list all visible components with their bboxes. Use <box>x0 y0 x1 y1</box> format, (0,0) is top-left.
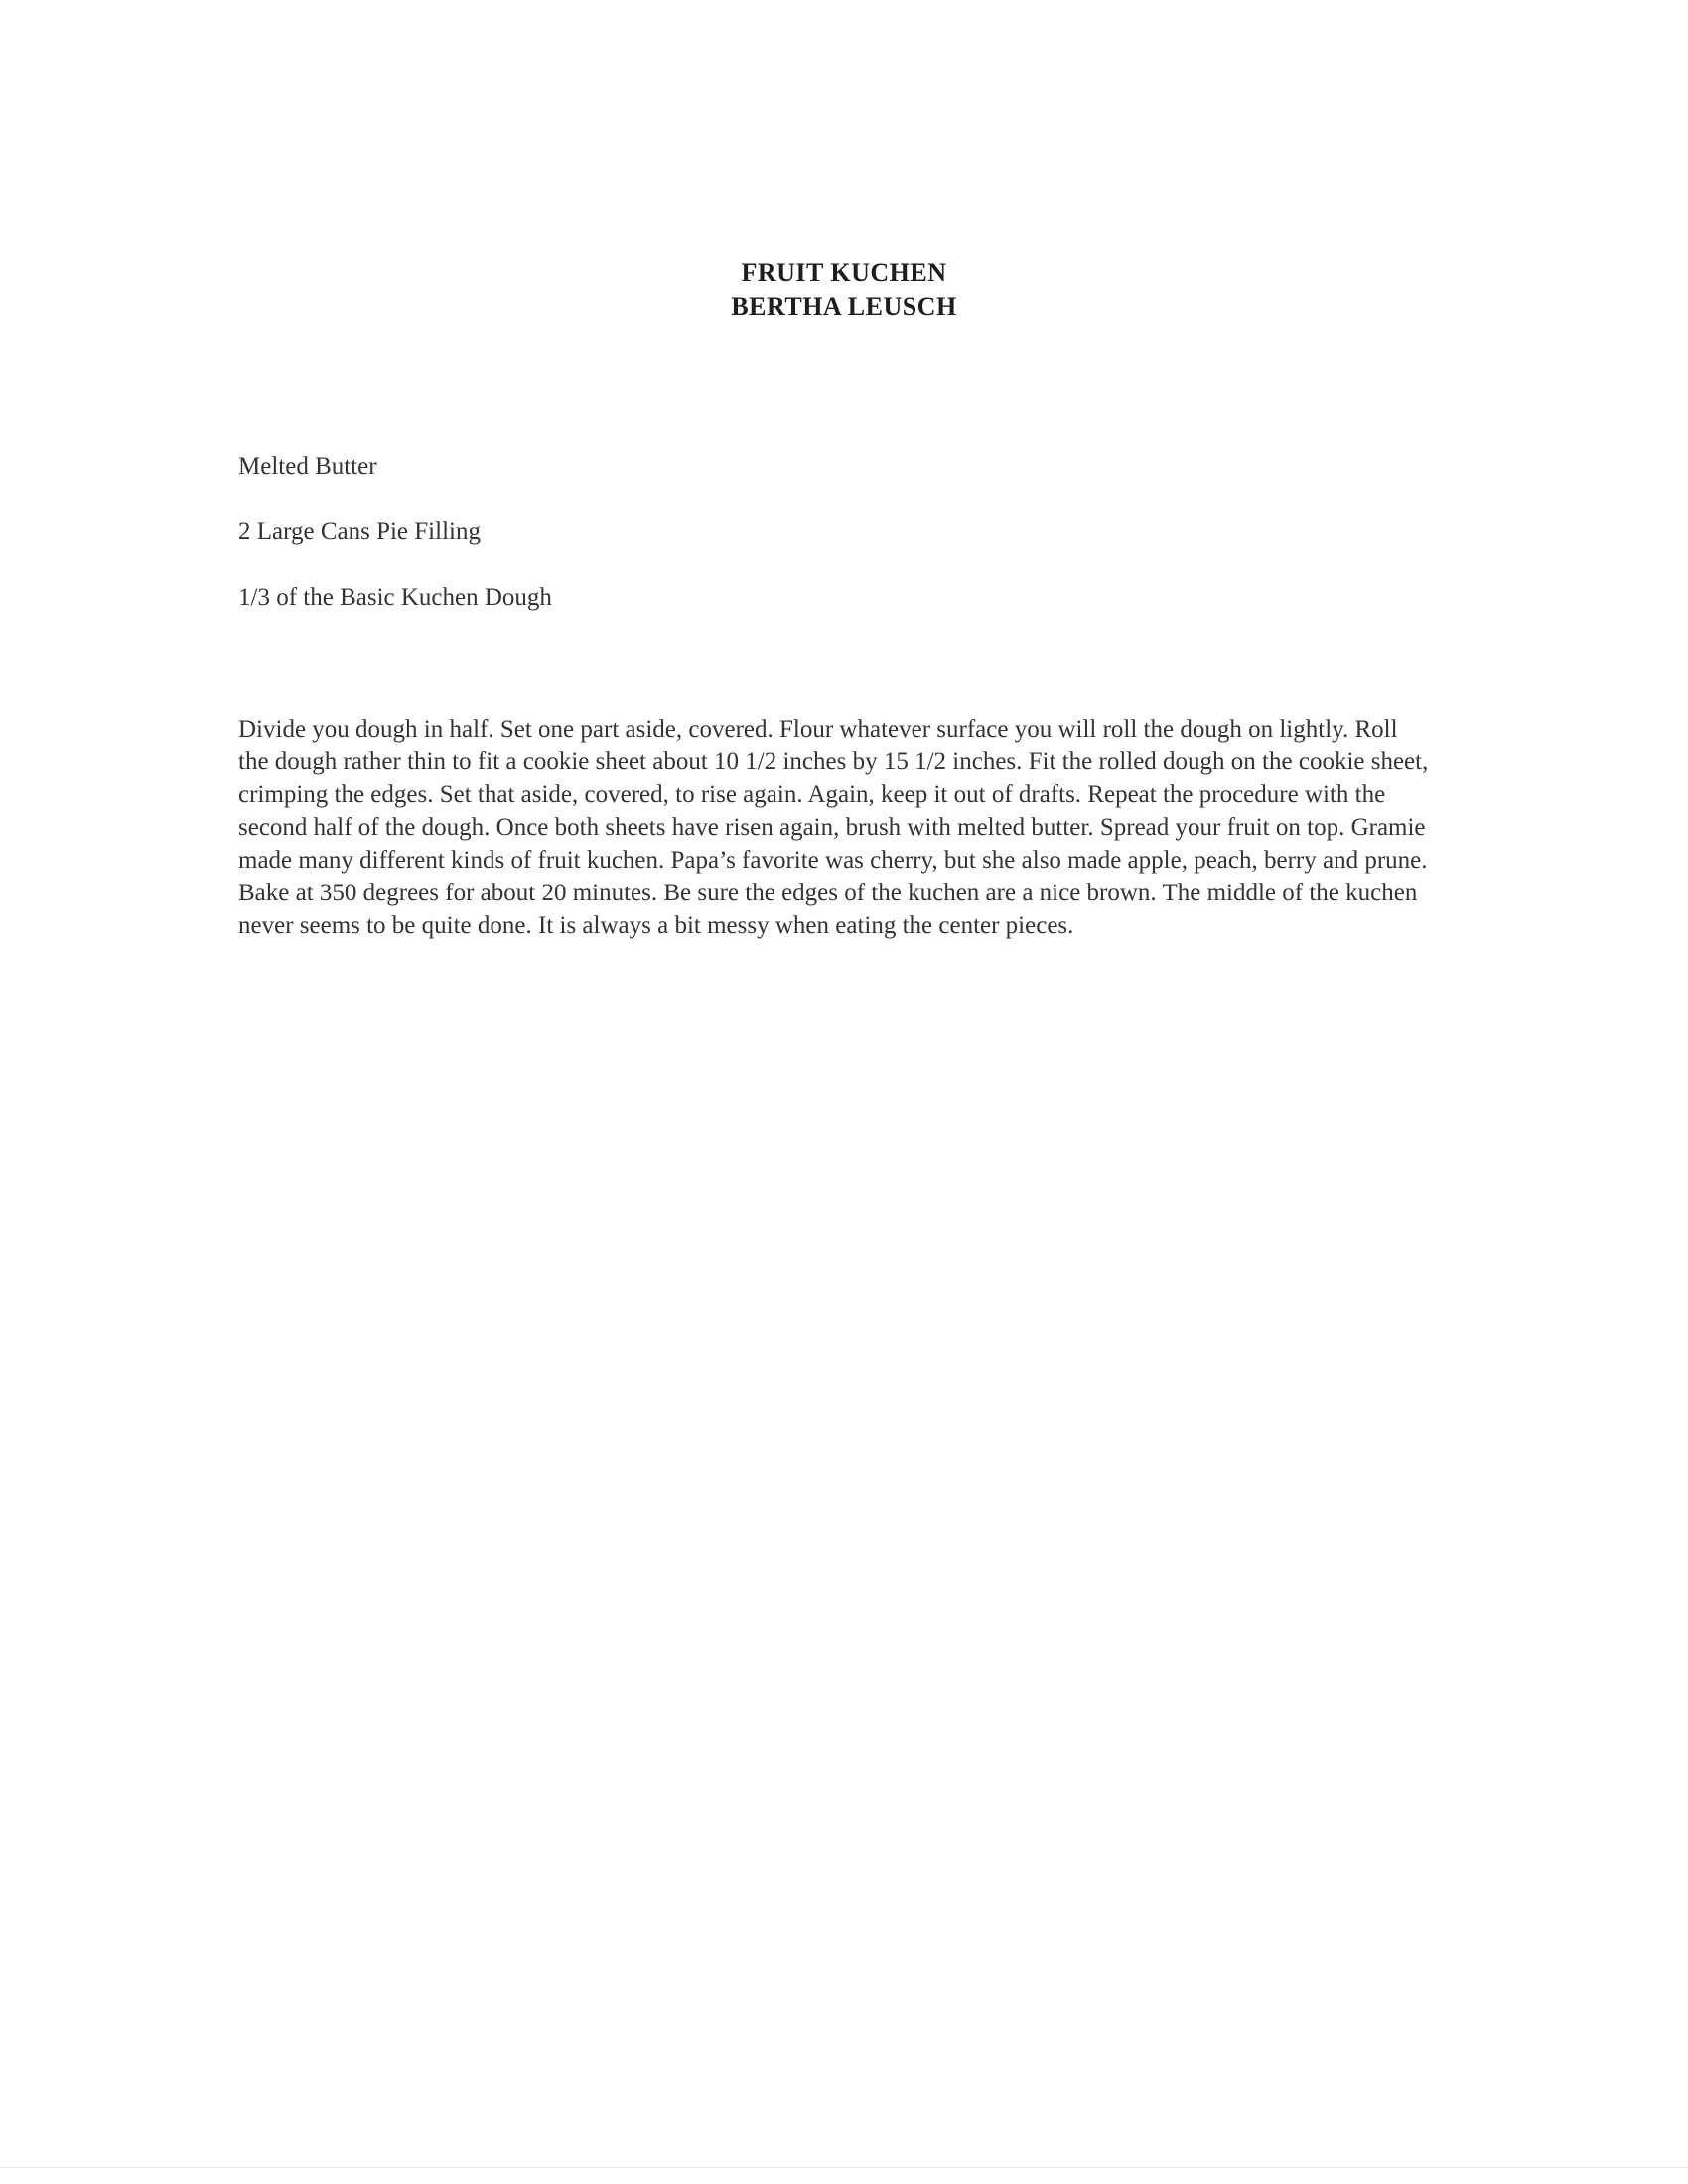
recipe-title: FRUIT KUCHEN <box>741 258 947 287</box>
instructions-block <box>238 713 1430 942</box>
ingredient-item: Melted Butter <box>238 453 377 479</box>
ingredient-list <box>238 452 1430 648</box>
recipe-author: BERTHA LEUSCH <box>731 292 957 321</box>
title-block <box>0 256 1688 324</box>
ingredient-item: 1/3 of the Basic Kuchen Dough <box>238 584 552 611</box>
instructions-paragraph: Divide you dough in half. Set one part aside, covered. Flour whatever surface you will roll the dough on lightly. Roll the dough rather thin to fit a cookie sheet about 10 1/2 inches by 15 1/2 inches. Fit the rolled dough on the cookie sheet, crimping the edges. Set that aside, covered, to rise again. Again, keep it out of drafts. Repeat the procedure with the second half of the dough. Once both sheets have risen again, brush with melted butter. Spread your fruit on top. Gramie made many different kinds of fruit kuchen. Papa’s favorite was cherry, but she also made apple, peach, berry and prune. Bake at 350 degrees for about 20 minutes. Be sure the edges of the kuchen are a nice brown. The middle of the kuchen never seems to be quite done. It is always a bit messy when eating the center pieces. <box>238 716 1429 939</box>
scan-edge-line <box>0 2167 1688 2168</box>
ingredient-item: 2 Large Cans Pie Filling <box>238 518 481 545</box>
